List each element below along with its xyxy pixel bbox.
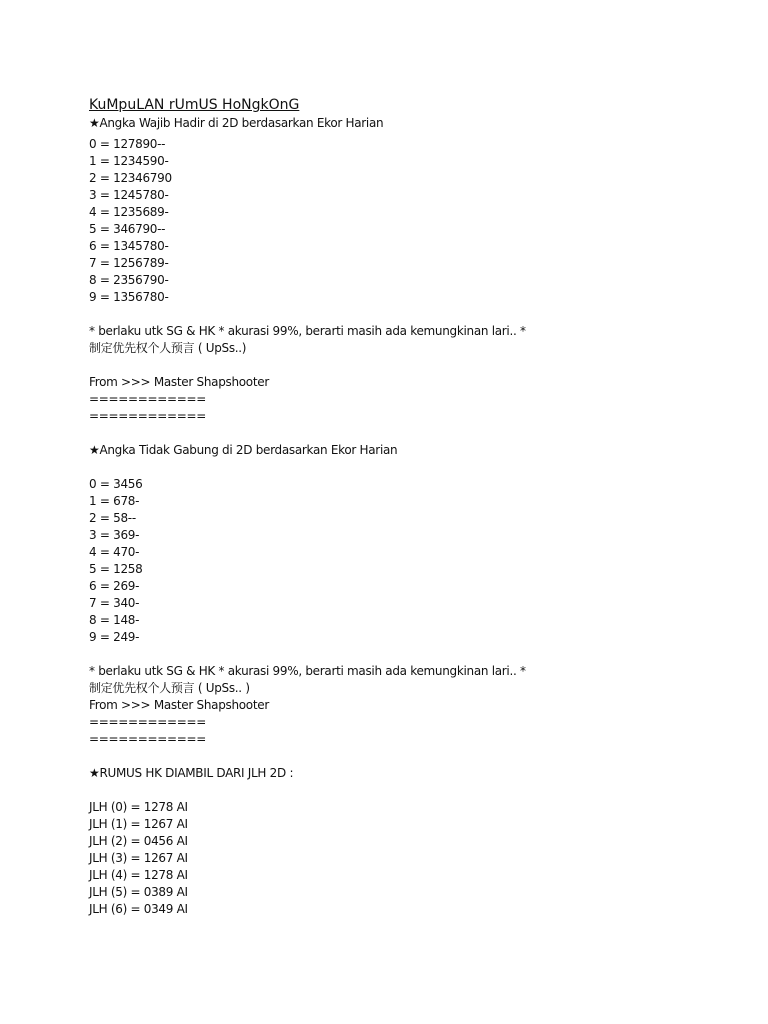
list-item: 9 = 1356780-: [89, 290, 169, 304]
list-item: 1 = 678-: [89, 494, 140, 508]
list-item: 6 = 1345780-: [89, 239, 169, 253]
page-title: KuMpuLAN rUmUS HoNgkOnG: [89, 97, 300, 113]
list-item: JLH (4) = 1278 AI: [89, 868, 188, 882]
list-item: JLH (6) = 0349 AI: [89, 902, 188, 916]
section-heading-wajib-hadir: ★Angka Wajib Hadir di 2D berdasarkan Ekor Harian: [89, 116, 384, 130]
list-item: 8 = 148-: [89, 613, 140, 627]
credit-line: 制定优先权个人预言 ( UpSs.. ): [89, 681, 250, 695]
list-item: JLH (2) = 0456 AI: [89, 834, 188, 848]
source-line: From >>> Master Shapshooter: [89, 698, 269, 712]
accuracy-note: * berlaku utk SG & HK * akurasi 99%, berarti masih ada kemungkinan lari.. *: [89, 324, 526, 338]
list-item: JLH (5) = 0389 AI: [89, 885, 188, 899]
list-item: 6 = 269-: [89, 579, 140, 593]
list-item: JLH (3) = 1267 AI: [89, 851, 188, 865]
list-item: 9 = 249-: [89, 630, 140, 644]
list-item: 7 = 340-: [89, 596, 140, 610]
separator: ============: [89, 732, 207, 746]
section-heading-tidak-gabung: ★Angka Tidak Gabung di 2D berdasarkan Ekor Harian: [89, 443, 398, 457]
list-item: 4 = 470-: [89, 545, 140, 559]
list-item: 1 = 1234590-: [89, 154, 169, 168]
list-item: 2 = 12346790: [89, 171, 172, 185]
separator: ============: [89, 409, 207, 423]
list-item: JLH (1) = 1267 AI: [89, 817, 188, 831]
list-item: 3 = 369-: [89, 528, 140, 542]
list-item: 0 = 3456: [89, 477, 143, 491]
list-item: 3 = 1245780-: [89, 188, 169, 202]
accuracy-note: * berlaku utk SG & HK * akurasi 99%, berarti masih ada kemungkinan lari.. *: [89, 664, 526, 678]
section-heading-rumus-hk: ★RUMUS HK DIAMBIL DARI JLH 2D :: [89, 766, 294, 780]
list-item: 8 = 2356790-: [89, 273, 169, 287]
list-item: 5 = 346790--: [89, 222, 166, 236]
list-item: JLH (0) = 1278 AI: [89, 800, 188, 814]
separator: ============: [89, 392, 207, 406]
document-body: [89, 95, 729, 918]
list-item: 5 = 1258: [89, 562, 143, 576]
credit-line: 制定优先权个人预言 ( UpSs..): [89, 341, 247, 355]
list-item: 7 = 1256789-: [89, 256, 169, 270]
separator: ============: [89, 715, 207, 729]
source-line: From >>> Master Shapshooter: [89, 375, 269, 389]
list-item: 4 = 1235689-: [89, 205, 169, 219]
list-item: 0 = 127890--: [89, 137, 166, 151]
list-item: 2 = 58--: [89, 511, 136, 525]
